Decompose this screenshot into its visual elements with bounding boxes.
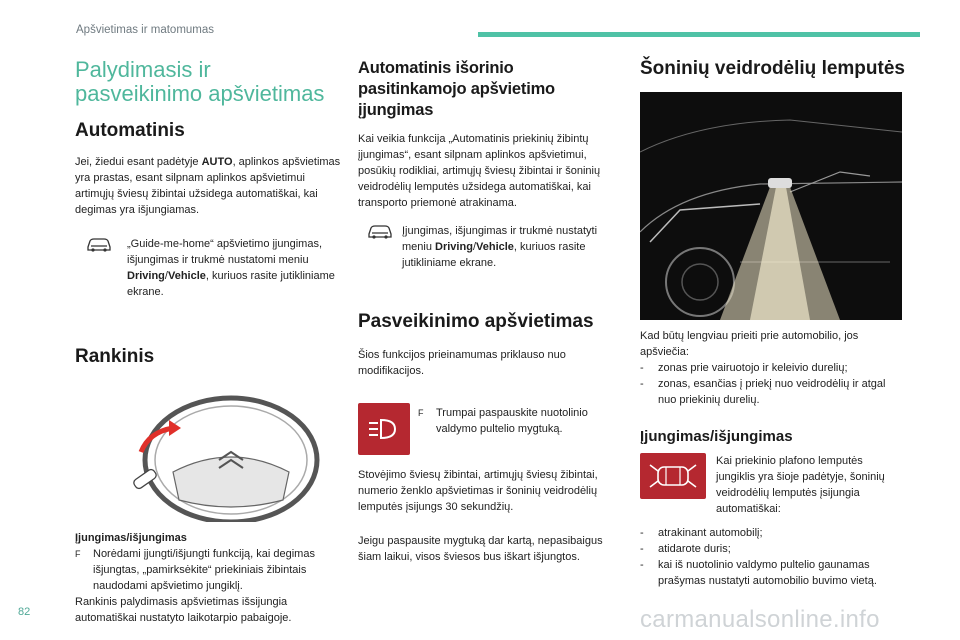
lighting-button-icon <box>358 403 410 455</box>
heading-mirror-lamps: Šoninių veidrodėlių lemputės <box>640 58 905 79</box>
remote-bullet: Trumpai paspauskite nuotolinio valdymo pultelio mygtuką. <box>436 407 588 435</box>
note-driving-vehicle: Įjungimas, išjungimas ir trukmė nustatyti meniu Driving/Vehicle, kuriuos rasite jutikliniame ekrane. <box>358 223 626 271</box>
bullet-marker: F <box>418 408 424 418</box>
car-icon <box>85 236 121 257</box>
steering-wheel-illustration <box>133 382 323 522</box>
note-guide-me-home: „Guide-me-home“ apšvietimo įjungimas, išjungimas ir trukmė nustatomi meniu Driving/Vehicle, kuriuos rasite jutikliniame ekrane. <box>75 236 343 300</box>
column-2 <box>358 58 626 565</box>
list-item: - zonas prie vairuotojo ir keleivio durelių; <box>640 362 848 374</box>
list-item: - zonas, esančias į priekį nuo veidrodėlių ir atgal nuo priekinių durelių. <box>640 378 886 406</box>
car-mirror-lamp-image <box>640 92 902 320</box>
mirror-lamps-intro: Kad būtų lengviau prieiti prie automobilio, jos apšviečia: <box>640 330 859 358</box>
auto-paragraph: Jei, žiedui esant padėtyje AUTO, aplinkos apšvietimas yra prastas, esant silpnam aplinkos apšvietimui artimųjų šviesų žibintai užsidega automatiškai, kai degimas yra išjungiamas. <box>75 156 341 216</box>
heading-welcome: Pasveikinimo apšvietimas <box>358 311 594 332</box>
onoff-bullet-1: Norėdami įjungti/išjungti funkciją, kai degimas išjungtas, „pamirksėkite“ priekiniais žibintais naudodami apšvietimo jungiklį. <box>93 548 315 592</box>
column-3 <box>640 58 906 589</box>
plafond-note-text: Kai priekinio plafono lemputės jungiklis yra šioje padėtyje, šoninių veidrodėlių lemputės įsijungia automatiškai: <box>716 455 885 515</box>
header-accent-bar <box>478 32 920 37</box>
auto-exterior-paragraph: Kai veikia funkcija „Automatinis priekinių žibintų įjungimas“, esant silpnam aplinkos apšvietimui, posūkių rodikliai, artimųjų šviesų žibintai ir šoninių veidrodėlių lemputės užsidega automatiškai, kai transporto priemonė atrakinama. <box>358 133 601 209</box>
heading-onoff-1: Įjungimas/išjungimas <box>75 532 187 544</box>
section-header: Apšvietimas ir matomumas <box>76 24 215 36</box>
welcome-paragraph-3: Jeigu paspausite mygtuką dar kartą, nepasibaigus šiam laikui, visos šviesos bus iškart išjungtos. <box>358 535 603 563</box>
list-item: - atrakinant automobilį; <box>640 527 763 539</box>
column-1 <box>75 58 343 626</box>
welcome-paragraph-2: Stovėjimo šviesų žibintai, artimųjų šviesų žibintai, numerio ženklo apšvietimas ir šoninių veidrodėlių lemputės įsijungs 30 sekundžių. <box>358 469 598 513</box>
onoff-after-1: Rankinis palydimasis apšvietimas išsijungia automatiškai nustatyto laikotarpio pabaigoje. <box>75 596 292 624</box>
list-item: - atidarote duris; <box>640 543 731 555</box>
bullet-marker: F <box>75 549 81 559</box>
remote-button-note <box>358 403 626 455</box>
watermark: carmanualsonline.info <box>640 606 880 633</box>
plafond-switch-note <box>640 453 906 517</box>
heading-auto-exterior: Automatinis išorinio pasitinkamojo apšvietimo įjungimas <box>358 59 555 119</box>
page-title: Palydimasis ir pasveikinimo apšvietimas <box>75 57 325 106</box>
heading-onoff-3: Įjungimas/išjungimas <box>640 428 793 445</box>
list-item: - kai iš nuotolinio valdymo pultelio gaunamas prašymas nustatyti automobilio buvimo vietą. <box>640 559 877 587</box>
welcome-paragraph: Šios funkcijos prieinamumas priklauso nuo modifikacijos. <box>358 349 566 377</box>
car-icon <box>366 223 402 244</box>
heading-manual: Rankinis <box>75 346 155 367</box>
heading-automatic: Automatinis <box>75 120 185 141</box>
page-number: 82 <box>18 606 31 618</box>
ceiling-lamp-door-icon <box>640 453 706 499</box>
